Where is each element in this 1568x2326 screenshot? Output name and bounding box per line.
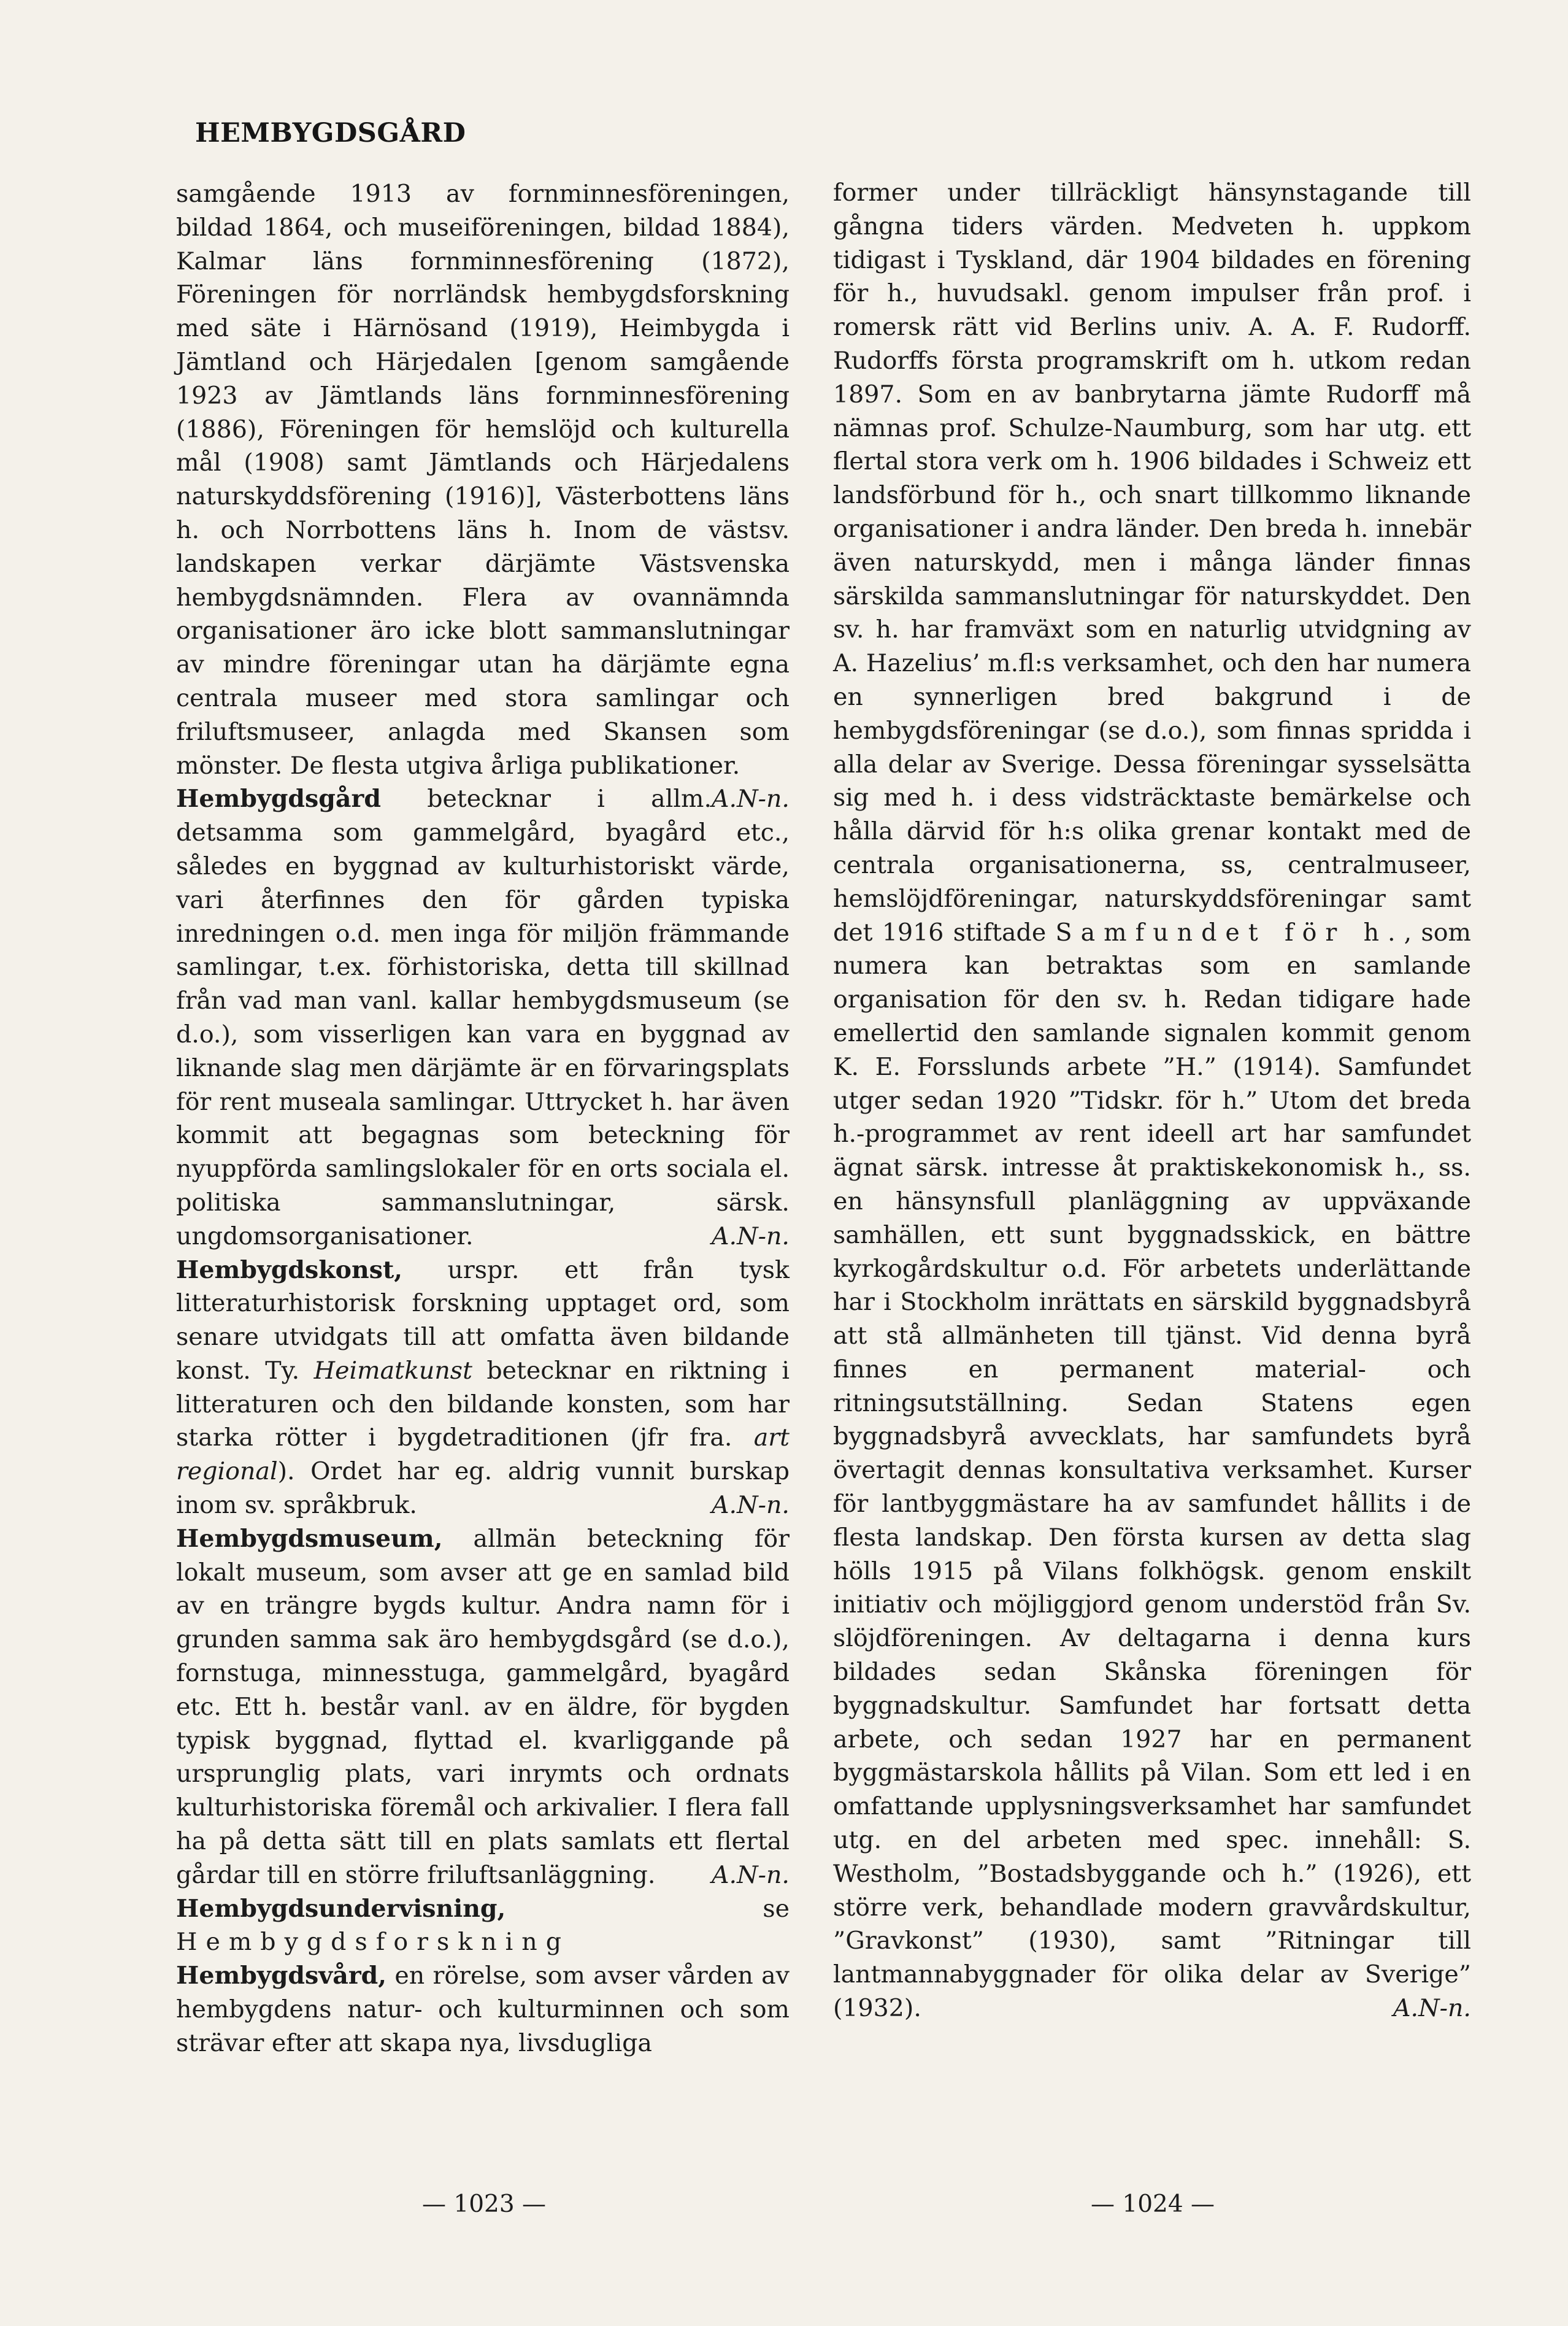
running-header: HEMBYGDSGÅRD: [195, 118, 466, 148]
entry-title: Hembygdsmuseum,: [176, 1524, 443, 1553]
paragraph-text: samgående 1913 av fornminnesföreningen, bildad 1864, och museiföreningen, bildad 1884), Kalmar läns fornminnesförening (1872), Föreningen för norrländsk hembygdsforskning med säte i Härnösand (1919), Heimbygda i Jämtland och Härjedalen [genom samgående 1923 av Jämtlands läns fornminnesförening (1886), Föreningen för hemslöjd och kulturella mål (1908) samt Jämtlands och Härjedalens naturskyddsförening (1916)], Västerbottens läns h. och Norrbottens läns h. Inom de västsv. landskapen verkar därjämte Västsvenska hembygdsnämnden. Flera av ovannämnda organisationer äro icke blott sammanslutningar av mindre föreningar utan ha därjämte egna centrala museer med stora samlingar och friluftsmuseer, anlagda med Skansen som mönster. De flesta utgiva årliga publikationer.: [176, 180, 790, 780]
paragraph-text: former under tillräckligt hänsynstagande till gångna tiders värden. Medveten h. uppkom tidigast i Tyskland, där 1904 bildades en förening för h., huvudsakl. genom impulser från prof. i romersk rätt vid Berlins univ. A. A. F. Rudorff. Rudorffs första programskrift om h. utkom redan 1897. Som en av banbrytarna jämte Rudorff må nämnas prof. Schulze-Naumburg, som har utg. ett flertal stora verk om h. 1906 bildades i Schweiz ett landsförbund för h., och snart tillkommo liknande organisationer i andra länder. Den breda h. innebär även naturskydd, men i många länder finnas särskilda sammanslutningar för naturskyddet. Den sv. h. har framväxt som en naturlig utvidgning av A. Hazelius’ m.fl:s verksamhet, och den har numera en synnerligen bred bakgrund i de hembygdsföreningar (se d.o.), som finnas spridda i alla delar av Sverige. Dessa föreningar sysselsätta sig med h. i dess vidsträcktaste bemärkelse och hålla därvid för h:s olika grenar kontakt med de centrala organisationerna, ss, centralmuseer, hemslöjdföreningar, naturskyddsföreningar samt det 1916 stiftade: [833, 179, 1471, 947]
entry-text: betecknar en riktning i litteraturen och den bildande konsten, som har starka rötter i bygdetraditionen (jfr fra.: [176, 1356, 790, 1452]
entry-title: Hembygdsundervisning,: [176, 1894, 506, 1923]
entry-title: Hembygdsgård: [176, 785, 381, 814]
entry-hembygdsundervisning: [176, 1892, 790, 1960]
entry-text: betecknar i allm. detsamma som gammelgård, byagård etc., således en byggnad av kulturhistoriskt värde, vari återfinnes den för gården typiska inredningen o.d. men inga för miljön främmande samlingar, t.ex. förhistoriska, detta till skillnad från vad man vanl. kallar hembygdsmuseum (se d.o.), som visserligen kan vara en byggnad av liknande slag men därjämte är en förvaringsplats för rent museala samlingar. Uttrycket h. har även kommit att begagnas som beteckning för nyuppförda samlingslokaler för en orts sociala el. politiska sammanslutningar, särsk. ungdomsorganisationer.: [176, 785, 790, 1250]
cross-reference: Hembygdsforskning: [176, 1928, 571, 1957]
entry-hembygdsmuseum: [176, 1522, 790, 1892]
author-signature: A.N-n.: [712, 1491, 790, 1520]
entry-title: Hembygdsvård,: [176, 1962, 387, 1990]
entry-hembygdsvard: [176, 1959, 790, 2060]
entry-text: en rörelse, som avser vården av hembygdens natur- och kulturminnen och som strävar efter att skapa nya, livsdugliga: [176, 1962, 790, 2057]
entry-text: urspr. ett från tysk litteraturhistorisk forskning upptaget ord, som senare utvidgats till att omfatta även bildande konst. Ty.: [176, 1255, 790, 1385]
entry-title: Hembygdskonst,: [176, 1255, 402, 1284]
author-signature: A.N-n.: [1393, 1994, 1471, 2023]
author-signature: A.N-n.: [712, 1222, 790, 1250]
right-column: [833, 176, 1471, 2025]
italic-term: Heimatkunst: [313, 1356, 472, 1385]
spaced-name: Samfundet för h.: [1055, 918, 1404, 947]
left-column: [176, 177, 790, 2060]
entry-hembygdsgard: [176, 782, 790, 1253]
italic-term: art regional: [176, 1423, 790, 1486]
author-signature: A.N-n.: [712, 785, 790, 814]
author-signature: A.N-n.: [712, 1860, 790, 1889]
entry-text: ). Ordet har eg. aldrig vunnit burskap inom sv. språkbruk.: [176, 1457, 790, 1520]
entry-continuation: [833, 176, 1471, 2025]
entry-text: se: [505, 1894, 790, 1923]
page-number-right: — 1024 —: [1091, 2190, 1215, 2218]
page-number-left: — 1023 —: [422, 2190, 547, 2218]
entry-text: allmän beteckning för lokalt museum, som avser att ge en samlad bild av en trängre bygds kultur. Andra namn för i grunden samma sak äro hembygdsgård (se d.o.), fornstuga, minnesstuga, gammelgård, byagård etc. Ett h. består vanl. av en äldre, för bygden typisk byggnad, flyttad el. kvarliggande på ursprunglig plats, vari inrymts och ordnats kulturhistoriska föremål och arkivalier. I flera fall ha på detta sätt till en plats samlats ett flertal gårdar till en större friluftsanläggning.: [176, 1524, 790, 1889]
entry-hembygdskonst: [176, 1253, 790, 1522]
paragraph-text: , som numera kan betraktas som en samlande organisation för den sv. h. Redan tidigare hade emellertid den samlande signalen kommit genom K. E. Forsslunds arbete ”H.” (1914). Samfundet utger sedan 1920 ”Tidskr. för h.” Utom det breda h.-programmet av rent ideell art har samfundet ägnat särsk. intresse åt praktiskekonomisk h., ss. en hänsynsfull planläggning av uppväxande samhällen, ett sunt byggnadsskick, en bättre kyrkogårdskultur o.d. För arbetets underlättande har i Stockholm inrättats en särskild byggnadsbyrå att stå allmänheten till tjänst. Vid denna byrå finnes en permanent material- och ritningsutställning. Sedan Statens egen byggnadsbyrå avvecklats, har samfundets byrå övertagit dennas konsultativa verksamhet. Kurser för lantbyggmästare ha av samfundet hållits i de flesta landskap. Den första kursen av detta slag hölls 1915 på Vilans folkhögsk. genom enskilt initiativ och möjliggjord genom understöd från Sv. slöjdföreningen. Av deltagarna i denna kurs bildades sedan Skånska föreningen för byggnadskultur. Samfundet har fortsatt detta arbete, och sedan 1927 har en permanent byggmästarskola hållits på Vilan. Som ett led i en omfattande upplysningsverksamhet har samfundet utg. en del arbeten med spec. innehåll: S. Westholm, ”Bostadsbyggande och h.” (1926), ett större verk, behandlade modern gravvårdskultur, ”Gravkonst” (1930), samt ”Ritningar till lantmannabyggnader för olika delar av Sverige” (1932).: [833, 918, 1471, 2023]
